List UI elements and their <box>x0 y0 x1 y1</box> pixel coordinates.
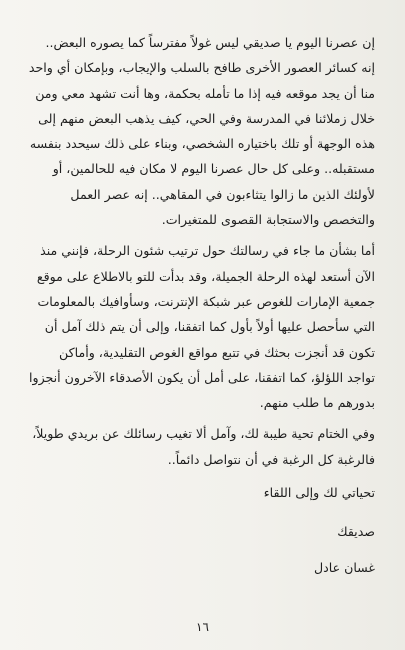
paragraph-3: وفي الختام تحية طيبة لك، وآمل ألا تغيب رسائلك عن بريدي طويلاً، فالرغبة كل الرغبة في أن نتواصل دائماً.. <box>32 426 375 467</box>
closing-line: تحياتي لك وإلى اللقاء <box>263 485 375 501</box>
signature: غسان عادل <box>313 559 375 575</box>
paragraph-2: أما بشأن ما جاء في رسالتك حول ترتيب شئون الرحلة، فإنني منذ الآن أستعد لهذه الرحلة الجميلة، وقد بدأت للتو بالاطلاع على موقع جمعية الإمارات للغوص عبر شبكة الإنترنت، وسأوافيك بالمعلومات التي سأحصل عليها أولاً بأول كما اتفقنا، وإلى أن يتم ذلك آمل أن تكون قد أنجزت بحثك في تتبع مواقع الغوص التقليدية، وأماكن تواجد اللؤلؤ، كما اتفقنا، على أمل أن يكون الأصدقاء الآخرون أنجزوا بدورهم ما طلب منهم. <box>28 243 375 411</box>
letter-body <box>28 30 375 580</box>
paragraph-1: إن عصرنا اليوم يا صديقي ليس غولاً مفترساً كما يصوره البعض.. إنه كسائر العصور الأخرى طافح بالسلب والإيجاب، وبإمكان أي واحد منا أن يجد موقعه فيه إذا ما تأمله بحكمة، وها أنت تشهد معي ومن خلال زملائنا في المدرسة وفي الحي، كيف يذهب البعض منهم إلى هذه الوجهة أو تلك باختياره الشخصي، وبناء على ذلك سيحدد بنفسه مستقبله.. وعلى كل حال عصرنا اليوم لا مكان فيه للحالمين، أو لأولئك الذين ما زالوا يتثاءبون في المقاهي.. إنه عصر العمل والتخصص والاستجابة القصوى للمتغيرات. <box>28 35 375 228</box>
page-number: ١٦ <box>196 620 209 634</box>
signoff: صديقك <box>337 524 375 540</box>
